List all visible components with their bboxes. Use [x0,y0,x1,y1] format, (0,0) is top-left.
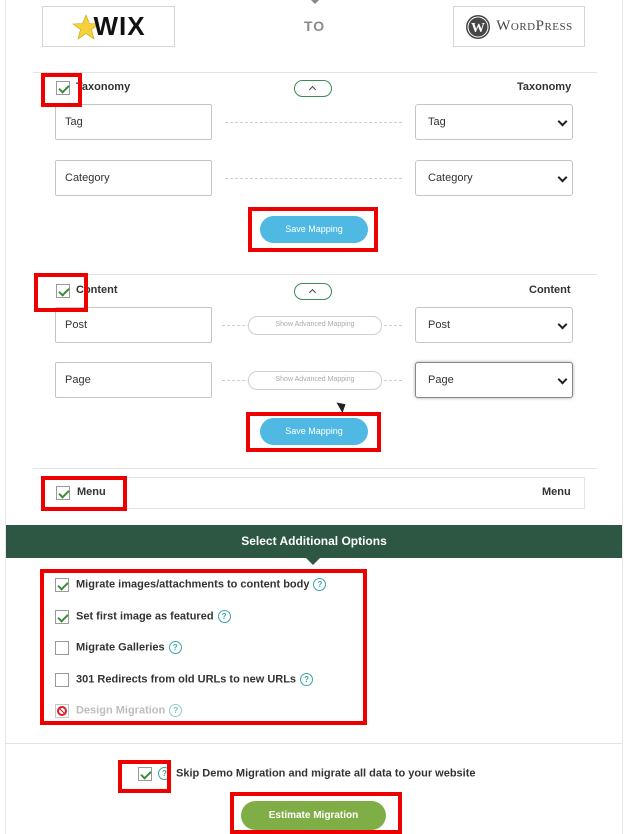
mapping-connector [225,122,402,123]
mapping-connector [225,178,402,179]
taxonomy-right-label: Taxonomy [517,81,572,93]
source-platform-name: WIX [93,11,146,41]
page-advanced-mapping-button[interactable]: Show Advanced Mapping [248,371,382,390]
menu-right-label: Menu [542,486,571,498]
mouse-cursor-icon [336,399,348,413]
content-collapse-toggle[interactable] [294,283,332,300]
header-notch [306,558,320,565]
select-value: Page [428,374,454,386]
option-checkbox-images[interactable] [55,578,69,592]
menu-label: Menu [77,486,106,498]
menu-row [43,477,585,509]
option-text: Migrate Galleries [76,641,165,654]
option-label-featured [76,610,231,623]
chevron-down-icon [558,320,568,330]
taxonomy-divider [33,72,597,73]
content-right-label: Content [529,284,571,296]
taxonomy-label: Taxonomy [76,81,131,93]
to-label: TO [304,18,326,34]
menu-checkbox[interactable] [56,486,70,500]
content-source-post: Post [55,307,212,343]
content-divider [33,274,597,275]
wordpress-icon [465,14,491,40]
post-advanced-mapping-button[interactable]: Show Advanced Mapping [248,316,382,335]
target-platform-logo [453,6,585,47]
content-target-page-select[interactable] [415,362,573,398]
option-label-design [76,704,182,717]
select-value: Post [428,319,451,331]
help-icon[interactable]: ? [169,704,182,717]
content-checkbox[interactable] [56,284,70,298]
taxonomy-checkbox[interactable] [56,81,70,95]
chevron-down-icon [558,117,568,127]
option-checkbox-redirects[interactable] [55,673,69,687]
source-platform-logo [42,6,175,47]
option-text: Design Migration [76,704,166,717]
taxonomy-save-mapping-button[interactable]: Save Mapping [260,216,368,243]
option-text: Set first image as featured [76,610,214,623]
help-icon[interactable]: ? [313,578,326,591]
taxonomy-source-tag: Tag [55,104,212,140]
header-arrow-icon [311,0,319,4]
additional-options-header: Select Additional Options [6,525,622,558]
svg-text:W: W [471,20,486,36]
help-icon[interactable]: ? [300,673,313,686]
option-checkbox-galleries[interactable] [55,641,69,655]
taxonomy-collapse-toggle[interactable] [294,80,332,97]
chevron-down-icon [558,375,568,385]
option-text: 301 Redirects from old URLs to new URLs [76,673,297,686]
content-source-page: Page [55,362,212,398]
option-label-images [76,578,326,591]
help-icon[interactable]: ? [158,767,171,780]
taxonomy-target-category-select[interactable] [415,160,573,196]
option-text: Migrate images/attachments to content body [76,578,310,591]
option-checkbox-design-disabled [55,704,69,718]
select-value: Tag [428,116,446,128]
taxonomy-source-category: Category [55,160,212,196]
menu-divider [33,468,597,469]
option-label-redirects [76,673,313,686]
target-platform-name: WordPress [496,18,573,34]
help-icon[interactable]: ? [218,610,231,623]
option-label-galleries [76,641,182,654]
skip-demo-checkbox[interactable] [138,767,152,781]
skip-demo-label [158,767,476,780]
select-value: Category [428,172,473,184]
content-save-mapping-button[interactable]: Save Mapping [260,418,368,445]
estimate-migration-button[interactable]: Estimate Migration [241,801,386,830]
skip-demo-text: Skip Demo Migration and migrate all data to your website [176,767,476,780]
taxonomy-target-tag-select[interactable] [415,104,573,140]
content-label: Content [76,284,118,296]
option-checkbox-featured[interactable] [55,610,69,624]
chevron-down-icon [558,173,568,183]
content-target-post-select[interactable] [415,307,573,343]
help-icon[interactable]: ? [169,641,182,654]
footer-divider [6,743,622,744]
